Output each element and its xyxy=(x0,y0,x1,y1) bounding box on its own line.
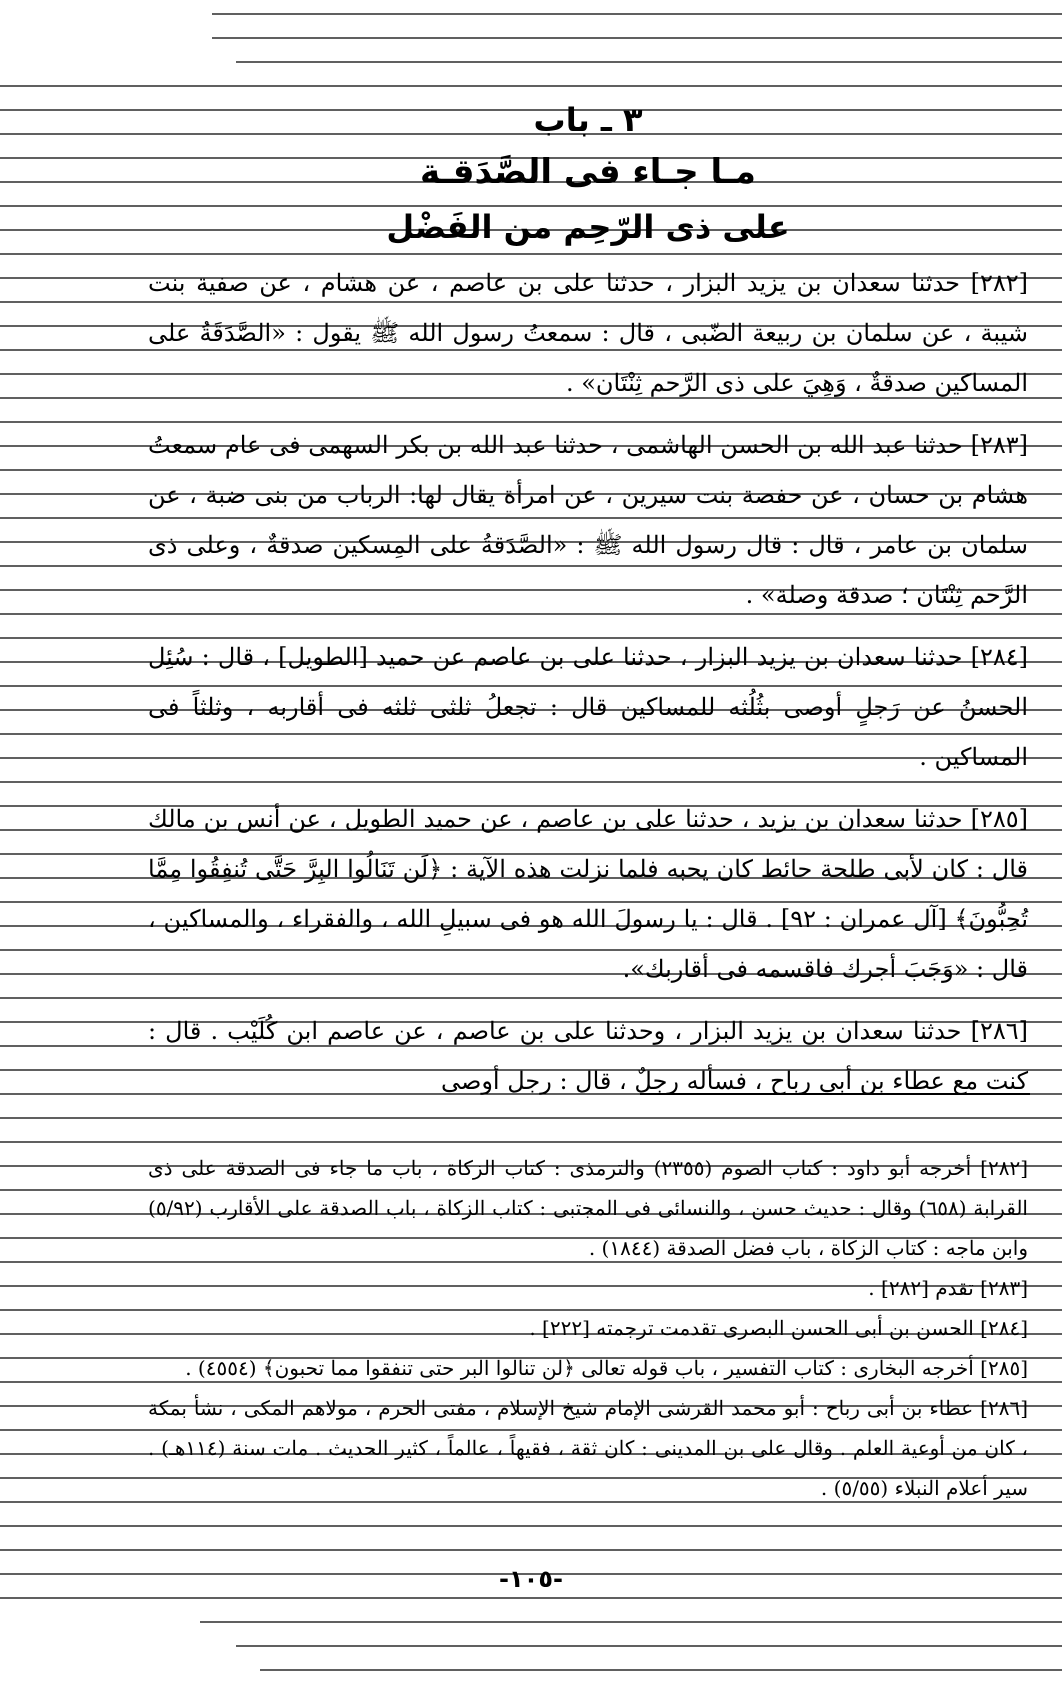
hadith-282: [٢٨٢] حدثنا سعدان بن يزيد البزار ، حدثنا على بن عاصم ، عن هشام ، عن صفية بنت شيبة ، عن سلمان بن ربيعة الضّبى ، قال : سمعتُ رسول الله ﷺ يقول : «الصَّدَقَةُ على المساكين صدقةٌ ، وَهِيَ على ذى الرَّحم ثِنْتَان» . xyxy=(148,269,1028,397)
hadith-286: [٢٨٦] حدثنا سعدان بن يزيد البزار ، وحدثنا على بن عاصم ، عن عاصم ابن كُلَيْب . قال : كنت مع عطاء بن أبى رباح ، فسأله رجلٌ ، قال : رجل أوصى xyxy=(148,1017,1028,1095)
hadith-285: [٢٨٥] حدثنا سعدان بن يزيد ، حدثنا على بن عاصم ، عن حميد الطويل ، عن أنس بن مالك قال : كان لأبى طلحة حائط كان يحبه فلما نزلت هذه الآية : ﴿لَن تَنَالُوا البِرَّ حَتَّى تُنفِقُوا مِمَّا تُحِبُّونَ﴾ [آل عمران : ٩٢] . قال : يا رسولَ الله هو فى سبيلِ الله ، والفقراء ، والمساكين ، قال : «وَجَبَ أجرك فاقسمه فى أقاربك». xyxy=(148,805,1028,983)
footnote-283: [٢٨٣] تقدم [٢٨٢] . xyxy=(868,1276,1028,1300)
main-content xyxy=(148,96,1028,1508)
chapter-title: مـا جـاء فى الصَّدَقـة xyxy=(420,152,756,192)
hadith-283: [٢٨٣] حدثنا عبد الله بن الحسن الهاشمى ، حدثنا عبد الله بن بكر السهمى فى عام سمعتُ هشام بن حسان ، عن حفصة بنت سيرين ، عن امرأة يقال لها: الرباب من بنى ضبة ، عن سلمان بن عامر ، قال : قال رسول الله ﷺ : «الصَّدَقةُ على المِسكين صدقةٌ ، وعلى ذى الرَّحم ثِنْتَان ؛ صدقة وصلة» . xyxy=(148,431,1028,609)
footnote-286: [٢٨٦] عطاء بن أبى رباح : أبو محمد القرشى الإمام شيخ الإسلام ، مفتى الحرم ، مولاهم المكى ، نشأ بمكة ، كان من أوعية العلم . وقال على بن المدينى : كان ثقة ، فقيهاً ، عالماً ، كثير الحديث . مات سنة (١١٤هـ) . سير أعلام النبلاء (٥/٥٥) . xyxy=(148,1396,1028,1500)
chapter-subtitle: على ذى الرّحِم من الفَضْل xyxy=(386,208,790,246)
footnotes xyxy=(148,1148,1028,1508)
chapter-number: ٣ ـ باب xyxy=(533,101,643,139)
footnote-284: [٢٨٤] الحسن بن أبى الحسن البصرى تقدمت ترجمته [٢٢٢] . xyxy=(529,1316,1028,1340)
page-number: -١٠٥- xyxy=(499,1565,563,1593)
footnote-285: [٢٨٥] أخرجه البخارى : كتاب التفسير ، باب قوله تعالى ﴿لن تنالوا البر حتى تنفقوا مما تحبون﴾ (٤٥٥٤) . xyxy=(185,1356,1028,1380)
footnote-282: [٢٨٢] أخرجه أبو داود : كتاب الصوم (٢٣٥٥) والترمذى : كتاب الزكاة ، باب ما جاء فى الصدقة على ذى القرابة (٦٥٨) وقال : حديث حسن ، والنسائى فى المجتبى : كتاب الزكاة ، باب الصدقة على الأقارب (٥/٩٢) وابن ماجه : كتاب الزكاة ، باب فضل الصدقة (١٨٤٤) . xyxy=(148,1156,1028,1260)
hadith-284: [٢٨٤] حدثنا سعدان بن يزيد البزار ، حدثنا على بن عاصم عن حميد [الطويل] ، قال : سُئِل الحسنُ عن رَجلٍ أوصى بثُلُثه للمساكين قال : تجعلُ ثلثى ثلثه فى أقاربه ، وثلثاً فى المساكين . xyxy=(148,643,1028,771)
footnote-gap xyxy=(148,1118,1028,1138)
